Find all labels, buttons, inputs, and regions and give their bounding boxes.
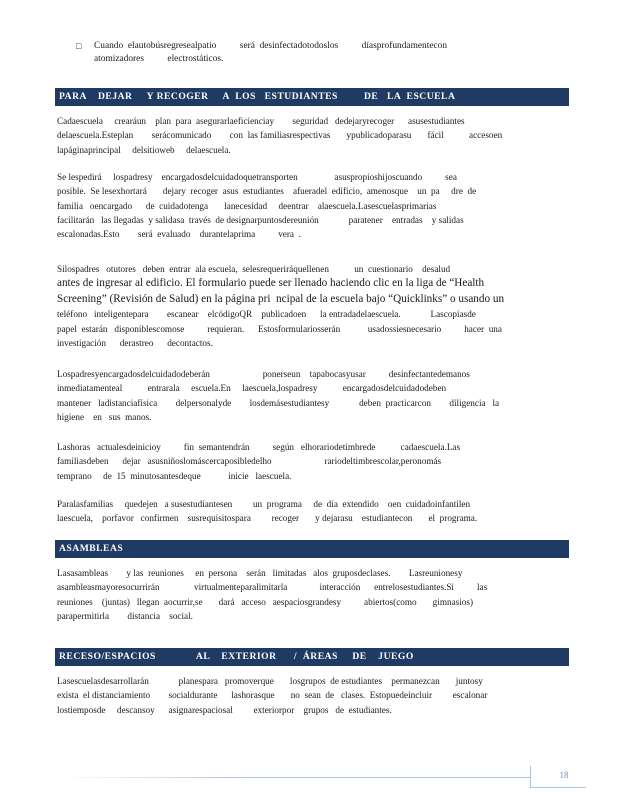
text-line: Se lespedirá lospadresy encargadosdelcuidadoquetransporten asuspropioshijoscuando sea: [57, 172, 457, 182]
text-line: Silospadres otutores deben entrar ala escuela, selesrequeriráquellenen un cuestionario desalud: [57, 264, 451, 274]
text-line: facilitarán las llegadas y salidasa través de designarpuntosdereunión paratener entradas y salidas: [57, 214, 464, 225]
bullet-text: [94, 40, 568, 66]
paragraph: [57, 566, 569, 623]
section-header-recess: RECESO/ESPACIOS AL EXTERIOR / ÁREAS DE JUEGO: [55, 648, 569, 666]
text-line: laescuela, porfavor confirmen susrequisitospara recoger y dejarasu estudiantecon el programa.: [57, 513, 478, 524]
text-line: mantener ladistanciafísica delpersonalyde losdemásestudiantesy deben practicarcon diligencia la: [57, 397, 500, 408]
text-line: teléfono inteligentepara escanear elcódigoQR publicadoen la entradadelaescuela. Lascopiasde: [57, 309, 476, 320]
paragraph: [57, 262, 569, 350]
text-line: Lasasambleas y las reuniones en persona serán limitadas alos gruposdeclases. Lasreunionesy: [57, 568, 463, 578]
text-line: temprano de 15 minutosantesdeque inicie laescuela.: [57, 470, 292, 481]
text-line: Cadaescuela crearáun plan para asegurarlaeficienciay seguridad dedejaryrecoger asusestudiantes: [57, 116, 465, 126]
text-line: antes de ingresar al edificio. El formulario puede ser llenado haciendo clic en la liga de “Health: [57, 277, 485, 290]
checkbox-bullet-icon: □: [76, 41, 82, 51]
text-line: posible. Se lesexhortará dejary recoger asus estudiantes afueradel edificio, amenosque un pa dre de: [57, 186, 477, 197]
section-header-pickup: PARA DEJAR Y RECOGER A LOS ESTUDIANTES DE LA ESCUELA: [55, 88, 569, 106]
footer-rule: [58, 777, 530, 778]
text-line: lapáginaprincipal delsitioweb delaescuela.: [57, 144, 231, 155]
paragraph: [57, 497, 569, 526]
page-number: 18: [559, 770, 569, 780]
paragraph: [57, 170, 569, 241]
paragraph: [57, 674, 569, 717]
text-line: papel estarán disponiblescomose requieran. Estosformulariosserán usadossiesnecesario hacer una: [57, 323, 502, 334]
text-line: reuniones (juntas) llegan aocurrir,se dará acceso aespaciosgrandesy abiertos(como gimnasios): [57, 596, 473, 607]
text-line: inmediatamenteal entrarala escuela.En laescuela,lospadresy encargadosdelcuidadodeben: [57, 383, 447, 394]
text-line: Paralasfamilias quedejen a susestudiantesen un programa de día extendido oen cuidadoinfantilen: [57, 499, 471, 509]
text-line: investigación derastreo decontactos.: [57, 337, 213, 348]
text-line: exista el distanciamiento socialdurante lashorasque no sean de clases. Estopuedeincluir escalonar: [57, 690, 488, 701]
section-header-assemblies: ASAMBLEAS: [55, 540, 569, 558]
text-line: escalonadas.Esto será evaluado durantelaprima vera .: [57, 229, 301, 240]
text-line: Cuando elautobúsregresealpatio será desinfectadotodoslos díasprofundamentecon: [94, 41, 448, 51]
text-line: familia oencargado de cuidadotenga lanecesidad deentrar alaescuela.Lasescuelasprimarias: [57, 200, 437, 211]
text-line: Lospadresyencargadosdelcuidadodeberán ponerseun tapabocasyusar desinfectantedemanos: [57, 369, 470, 379]
bullet-item: [78, 40, 568, 66]
text-line: asambleasmayoresocurrirán virtualmenteparalimitarla interacción entrelosestudiantes.Si las: [57, 582, 488, 593]
paragraph: [57, 440, 569, 483]
text-line: higiene en sus manos.: [57, 411, 152, 422]
text-line: Lashoras actualesdeinicioy fin semantendrán según elhorariodetimbrede cadaescuela.Las: [57, 442, 461, 452]
text-line: parapermitirla distancia social.: [57, 610, 193, 621]
text-line: Lasescuelasdesarrollarán planespara promoverque losgrupos de estudiantes permanezcan juntosy: [57, 676, 483, 686]
text-line: lostiemposde descansoy asignarespaciosal exteriorpor grupos de estudiantes.: [57, 704, 392, 715]
paragraph: [57, 367, 569, 424]
text-line: atomizadores electrostáticos.: [94, 54, 224, 64]
text-line: delaescuela.Esteplan serácomunicado con las familiasrespectivas ypublicadoparasu fácil accesoen: [57, 130, 503, 141]
text-line: Screening” (Revisión de Salud) en la página pri ncipal de la escuela bajo “Quicklinks” o usando un: [57, 292, 505, 305]
paragraph: [57, 114, 569, 157]
text-line: familiasdeben dejar asusniñoslomáscercaposibledelho rariodeltimbrescolar,peronomás: [57, 456, 442, 467]
